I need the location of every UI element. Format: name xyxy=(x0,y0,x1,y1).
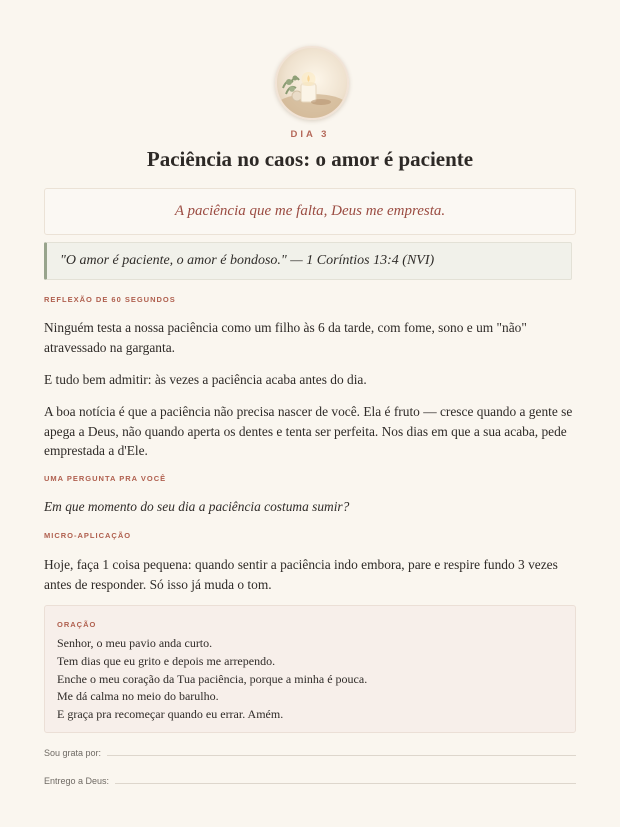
prayer-box xyxy=(44,605,576,733)
prayer-line: Senhor, o meu pavio anda curto. xyxy=(57,636,213,650)
reflection-paragraph-3: A boa notícia é que a paciência não precisa nascer de você. Ela é fruto — cresce quando a gente se apega a Deus, não quando aperta os dentes e tenta ser perfeita. Nos dias em que a sua acaba, pede emprestada a d'Ele. xyxy=(44,404,573,458)
prayer-line: Enche o meu coração da Tua paciência, porque a minha é pouca. xyxy=(57,671,368,686)
prayer-line: E graça pra recomeçar quando eu errar. Amém. xyxy=(57,707,284,722)
reflection-paragraph-1: Ninguém testa a nossa paciência como um filho às 6 da tarde, com fome, sono e um "não" atravessado na garganta. xyxy=(44,320,527,355)
surrender-to-god-write-area[interactable] xyxy=(115,783,576,784)
micro-application-label: MICRO-APLICAÇÃO xyxy=(44,531,132,540)
candle-with-plant-icon xyxy=(275,46,349,120)
grateful-for-label: Sou grata por: xyxy=(44,748,102,758)
surrender-to-god-label: Entrego a Deus: xyxy=(44,776,110,786)
subtitle-box xyxy=(44,188,576,235)
reflection-label: REFLEXÃO DE 60 SEGUNDOS xyxy=(44,295,176,304)
verse-box xyxy=(44,242,572,280)
subtitle-text: A paciência que me falta, Deus me empresta. xyxy=(174,203,446,219)
grateful-for-write-area[interactable] xyxy=(107,755,576,756)
prayer-lines xyxy=(57,635,367,724)
day-label: DIA 3 xyxy=(290,129,330,140)
verse-text: "O amor é paciente, o amor é bondoso." — 1 Coríntios 13:4 (NVI) xyxy=(60,253,435,268)
micro-application-text: Hoje, faça 1 coisa pequena: quando sentir a paciência indo embora, pare e respire fundo 3 vezes antes de responder. Só isso já muda o tom. xyxy=(44,557,558,592)
grateful-for-line[interactable] xyxy=(44,748,576,758)
prayer-line: Tem dias que eu grito e depois me arrependo. xyxy=(57,653,276,668)
surrender-to-god-line[interactable] xyxy=(44,776,576,786)
prayer-label: ORAÇÃO xyxy=(57,620,97,629)
question-label: UMA PERGUNTA PRA VOCÊ xyxy=(44,474,167,483)
page-title: Paciência no caos: o amor é paciente xyxy=(146,147,474,171)
reflection-paragraph-2: E tudo bem admitir: às vezes a paciência acaba antes do dia. xyxy=(44,372,367,387)
question-text: Em que momento do seu dia a paciência costuma sumir? xyxy=(44,499,350,514)
prayer-line: Me dá calma no meio do barulho. xyxy=(57,689,219,704)
